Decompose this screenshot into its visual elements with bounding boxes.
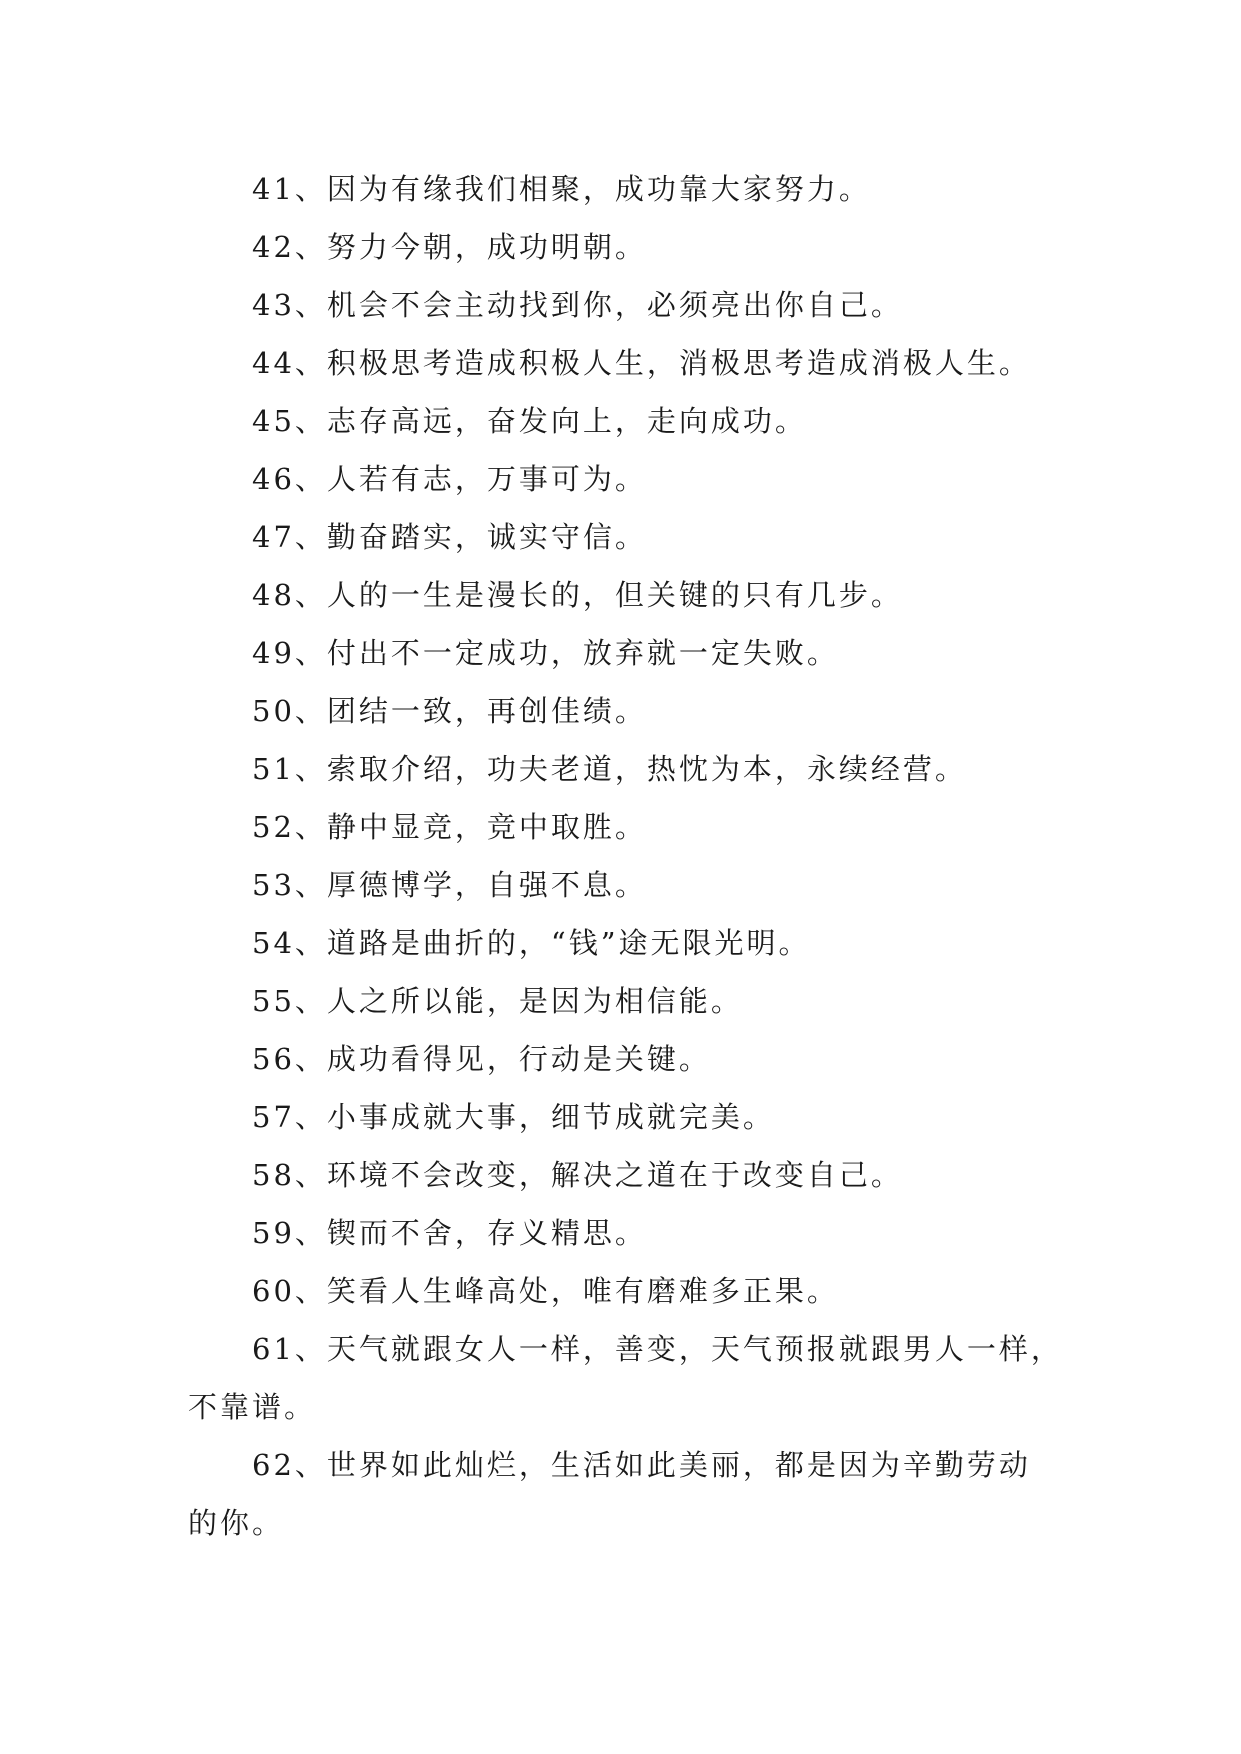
- list-item: 52、静中显竞，竞中取胜。: [252, 810, 647, 844]
- list-item: 57、小事成就大事，细节成就完美。: [252, 1100, 775, 1134]
- list-item: 59、锲而不舍，存义精思。: [252, 1216, 647, 1250]
- list-item: 55、人之所以能，是因为相信能。: [252, 984, 743, 1018]
- list-item: 60、笑看人生峰高处，唯有磨难多正果。: [252, 1274, 839, 1308]
- list-item: 45、志存高远，奋发向上，走向成功。: [252, 404, 807, 438]
- list-item: 58、环境不会改变，解决之道在于改变自己。: [252, 1158, 903, 1192]
- list-item: 48、人的一生是漫长的，但关键的只有几步。: [252, 578, 903, 612]
- list-item: 51、索取介绍，功夫老道，热忱为本，永续经营。: [252, 752, 967, 786]
- list-item: 62、世界如此灿烂，生活如此美丽，都是因为辛勤劳动: [252, 1448, 1031, 1482]
- document-body: [188, 160, 1068, 1552]
- list-item: 54、道路是曲折的，“钱”途无限光明。: [252, 926, 811, 960]
- list-item: 49、付出不一定成功，放弃就一定失败。: [252, 636, 839, 670]
- list-item-continuation: 不靠谱。: [188, 1390, 317, 1424]
- list-item: 53、厚德博学，自强不息。: [252, 868, 647, 902]
- list-item: 61、天气就跟女人一样，善变，天气预报就跟男人一样，: [252, 1332, 1063, 1366]
- list-item: 42、努力今朝，成功明朝。: [252, 230, 647, 264]
- list-item: 56、成功看得见，行动是关键。: [252, 1042, 711, 1076]
- list-item: 47、勤奋踏实，诚实守信。: [252, 520, 647, 554]
- list-item: 43、机会不会主动找到你，必须亮出你自己。: [252, 288, 903, 322]
- list-item: 50、团结一致，再创佳绩。: [252, 694, 647, 728]
- list-item: 46、人若有志，万事可为。: [252, 462, 647, 496]
- list-item: 41、因为有缘我们相聚，成功靠大家努力。: [252, 172, 871, 206]
- list-item: 44、积极思考造成积极人生，消极思考造成消极人生。: [252, 346, 1031, 380]
- list-item-continuation: 的你。: [188, 1506, 285, 1540]
